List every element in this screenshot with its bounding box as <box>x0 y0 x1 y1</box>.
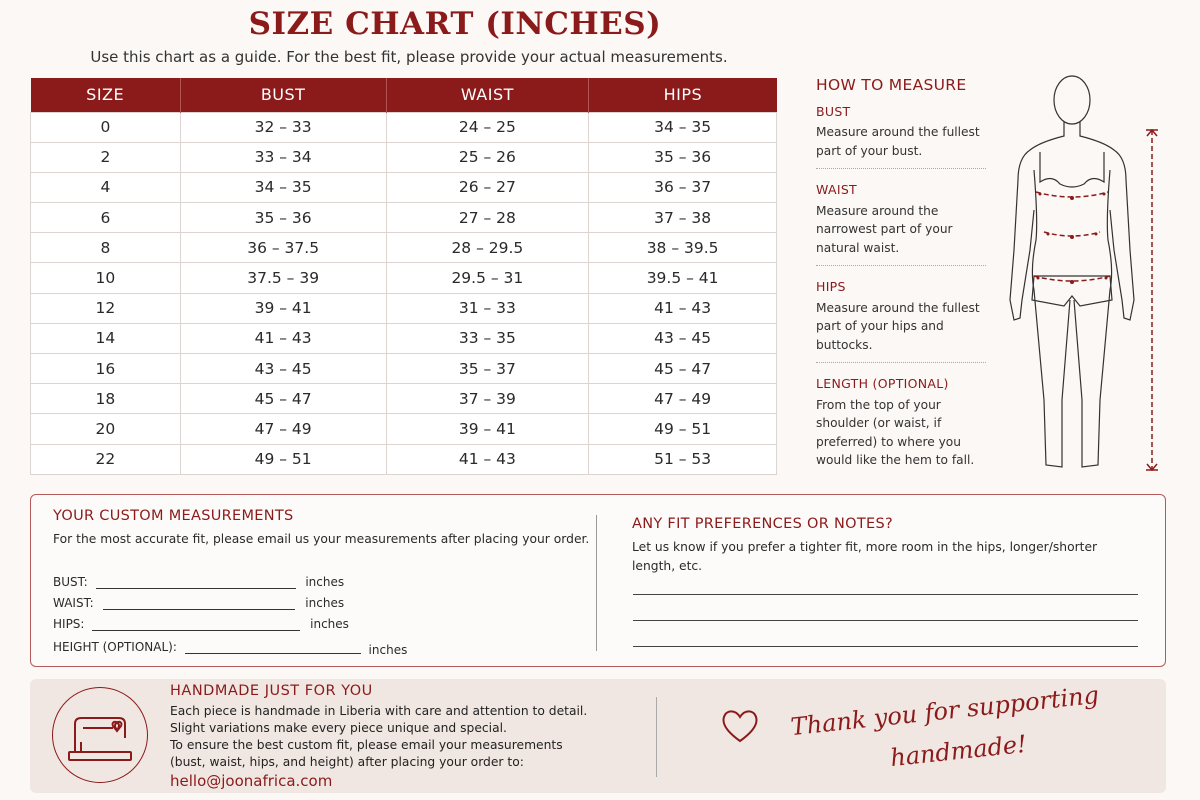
thank-you-line-2: handmade! <box>888 729 1028 773</box>
notes-heading: ANY FIT PREFERENCES OR NOTES? <box>632 516 893 532</box>
handmade-line-3: To ensure the best custom fit, please email your measurements <box>170 738 563 752</box>
cell-waist: 24 – 25 <box>386 112 589 142</box>
cell-waist: 35 – 37 <box>386 354 589 384</box>
cell-hips: 45 – 47 <box>589 354 777 384</box>
handmade-line-1: Each piece is handmade in Liberia with care and attention to detail. <box>170 704 588 718</box>
custom-heading: YOUR CUSTOM MEASUREMENTS <box>53 508 294 524</box>
howto-waist-text: Measure around the narrowest part of your natural waist. <box>816 203 953 255</box>
cell-bust: 39 – 41 <box>180 293 386 323</box>
cell-bust: 37.5 – 39 <box>180 263 386 293</box>
cell-bust: 33 – 34 <box>180 142 386 172</box>
cell-waist: 25 – 26 <box>386 142 589 172</box>
handmade-footer <box>30 679 1166 793</box>
cell-hips: 36 – 37 <box>589 172 777 202</box>
heart-icon <box>720 707 760 743</box>
table-row <box>31 444 777 474</box>
cell-hips: 41 – 43 <box>589 293 777 323</box>
size-table <box>30 78 777 475</box>
cell-size: 20 <box>31 414 181 444</box>
cell-size: 18 <box>31 384 181 414</box>
hips-unit: inches <box>310 617 349 631</box>
cell-waist: 28 – 29.5 <box>386 233 589 263</box>
howto-bust-title: BUST <box>816 103 851 119</box>
waist-unit: inches <box>305 596 345 610</box>
table-header-row <box>31 78 777 112</box>
howto-length <box>816 375 986 478</box>
how-to-measure <box>816 76 986 490</box>
bust-field[interactable] <box>53 575 344 589</box>
table-row <box>31 263 777 293</box>
footer-divider <box>656 697 657 777</box>
sewing-machine-icon <box>52 687 148 783</box>
howto-hips-text: Measure around the fullest part of your hips and buttocks. <box>816 300 980 352</box>
custom-measurements-box <box>30 494 1166 667</box>
cell-waist: 41 – 43 <box>386 444 589 474</box>
cell-bust: 32 – 33 <box>180 112 386 142</box>
cell-size: 22 <box>31 444 181 474</box>
page-title: SIZE CHART (INCHES) <box>248 6 662 42</box>
howto-hips-title: HIPS <box>816 279 846 294</box>
cell-hips: 43 – 45 <box>589 323 777 353</box>
cell-bust: 47 – 49 <box>180 414 386 444</box>
handmade-line-4: (bust, waist, hips, and height) after placing your order to: <box>170 755 524 769</box>
cell-bust: 45 – 47 <box>180 384 386 414</box>
cell-bust: 35 – 36 <box>180 203 386 233</box>
waist-label: WAIST: <box>53 596 94 610</box>
cell-waist: 33 – 35 <box>386 323 589 353</box>
howto-hips <box>816 278 986 363</box>
cell-hips: 51 – 53 <box>589 444 777 474</box>
height-label: HEIGHT (OPTIONAL): <box>53 640 177 654</box>
body-figure-icon <box>1000 70 1200 490</box>
cell-hips: 39.5 – 41 <box>589 263 777 293</box>
cell-bust: 41 – 43 <box>180 323 386 353</box>
table-row <box>31 323 777 353</box>
custom-divider <box>596 515 597 651</box>
cell-size: 10 <box>31 263 181 293</box>
cell-bust: 36 – 37.5 <box>180 233 386 263</box>
cell-hips: 38 – 39.5 <box>589 233 777 263</box>
table-row <box>31 414 777 444</box>
cell-hips: 47 – 49 <box>589 384 777 414</box>
howto-length-title: LENGTH (OPTIONAL) <box>816 376 949 391</box>
waist-field[interactable] <box>53 596 344 610</box>
table-row <box>31 172 777 202</box>
cell-waist: 27 – 28 <box>386 203 589 233</box>
header-bust: BUST <box>180 78 386 112</box>
header-size: SIZE <box>31 78 181 112</box>
cell-bust: 43 – 45 <box>180 354 386 384</box>
howto-bust <box>816 103 986 170</box>
cell-hips: 34 – 35 <box>589 112 777 142</box>
notes-line-3[interactable] <box>633 646 1138 647</box>
howto-waist-title: WAIST <box>816 182 857 197</box>
handmade-line-2: Slight variations make every piece unique and special. <box>170 721 507 735</box>
bust-label: BUST: <box>53 575 88 589</box>
contact-email-link[interactable]: hello@joonafrica.com <box>170 772 333 790</box>
cell-hips: 35 – 36 <box>589 142 777 172</box>
notes-section <box>632 515 1142 576</box>
cell-size: 12 <box>31 293 181 323</box>
cell-size: 16 <box>31 354 181 384</box>
handmade-section <box>170 683 640 790</box>
table-row <box>31 203 777 233</box>
cell-waist: 26 – 27 <box>386 172 589 202</box>
table-row <box>31 384 777 414</box>
cell-size: 4 <box>31 172 181 202</box>
cell-hips: 49 – 51 <box>589 414 777 444</box>
height-unit: inches <box>368 643 408 657</box>
bust-unit: inches <box>305 575 345 589</box>
bust-input-line[interactable] <box>96 577 296 589</box>
table-row <box>31 354 777 384</box>
waist-input-line[interactable] <box>103 598 295 610</box>
howto-bust-text: Measure around the fullest part of your bust. <box>816 125 980 158</box>
table-row <box>31 293 777 323</box>
cell-waist: 29.5 – 31 <box>386 263 589 293</box>
cell-waist: 37 – 39 <box>386 384 589 414</box>
notes-text: Let us know if you prefer a tighter fit, more room in the hips, longer/shorter length, etc. <box>632 540 1098 573</box>
howto-waist <box>816 181 986 266</box>
cell-size: 0 <box>31 112 181 142</box>
thank-you-line-1: Thank you for supporting <box>789 680 1101 742</box>
header-waist: WAIST <box>386 78 589 112</box>
height-input-line[interactable] <box>185 642 361 654</box>
handmade-heading: HANDMADE JUST FOR YOU <box>170 683 373 699</box>
cell-size: 2 <box>31 142 181 172</box>
header-hips: HIPS <box>589 78 777 112</box>
howto-heading: HOW TO MEASURE <box>816 76 967 94</box>
cell-bust: 49 – 51 <box>180 444 386 474</box>
cell-size: 8 <box>31 233 181 263</box>
cell-hips: 37 – 38 <box>589 203 777 233</box>
thank-you-message <box>789 680 1130 777</box>
cell-size: 6 <box>31 203 181 233</box>
hips-field[interactable] <box>53 617 349 631</box>
custom-text: For the most accurate fit, please email us your measurements after placing your order. <box>53 532 590 546</box>
cell-bust: 34 – 35 <box>180 172 386 202</box>
table-row <box>31 142 777 172</box>
custom-measurements-section <box>53 507 593 549</box>
page-subtitle: Use this chart as a guide. For the best fit, please provide your actual measurements. <box>90 48 728 66</box>
table-row <box>31 112 777 142</box>
notes-line-1[interactable] <box>633 594 1138 595</box>
hips-input-line[interactable] <box>92 619 300 631</box>
cell-size: 14 <box>31 323 181 353</box>
notes-line-2[interactable] <box>633 620 1138 621</box>
height-field[interactable] <box>53 640 408 657</box>
hips-label: HIPS: <box>53 617 85 631</box>
cell-waist: 39 – 41 <box>386 414 589 444</box>
howto-length-text: From the top of your shoulder (or waist, if preferred) to where you would like the hem to fall. <box>816 397 975 467</box>
cell-waist: 31 – 33 <box>386 293 589 323</box>
table-row <box>31 233 777 263</box>
